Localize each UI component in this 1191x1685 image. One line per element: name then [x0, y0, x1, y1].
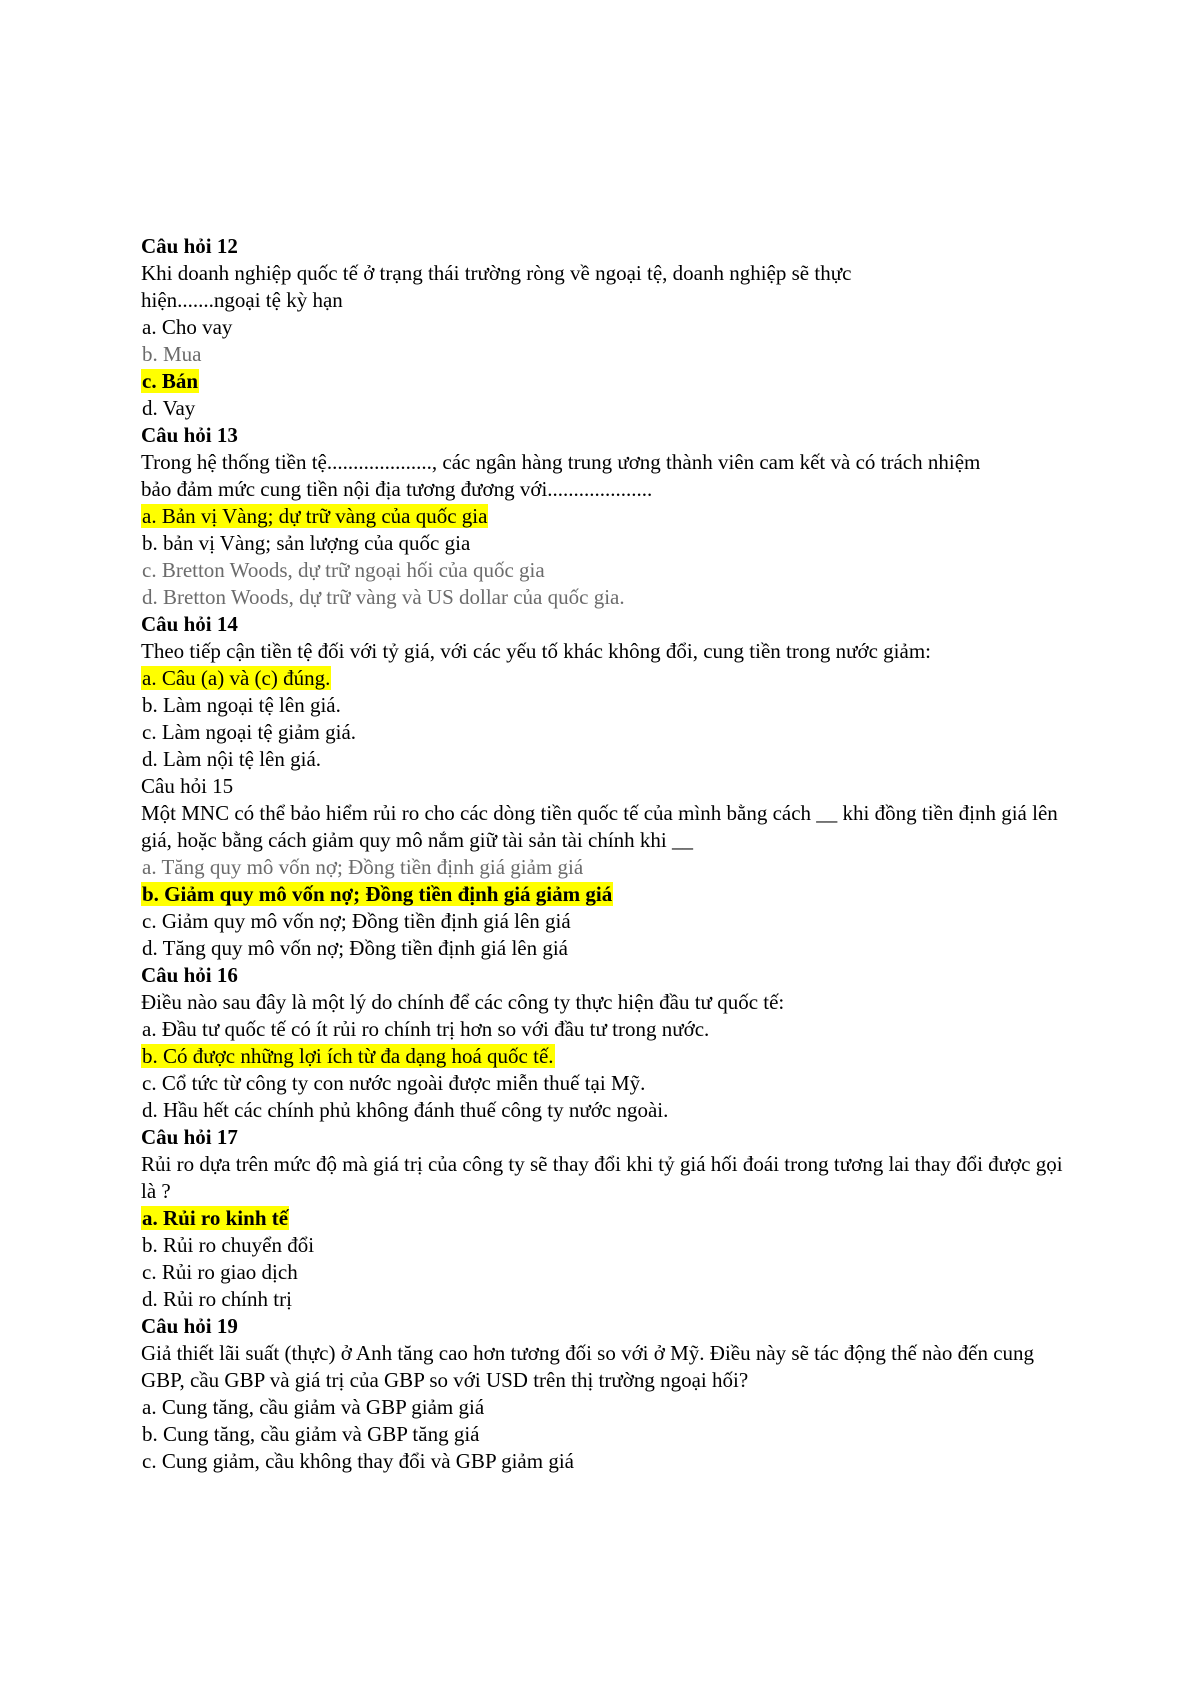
question-block	[141, 773, 1071, 962]
answer-option: c. Làm ngoại tệ giảm giá.	[142, 720, 357, 744]
answer-option-highlighted: a. Rủi ro kinh tế	[142, 1206, 289, 1230]
answer-option: c. Giảm quy mô vốn nợ; Đồng tiền định giá lên giá	[142, 909, 571, 933]
question-block	[141, 962, 1071, 1124]
question-title: Câu hỏi 12	[141, 234, 238, 258]
answer-option: c. Rủi ro giao dịch	[142, 1260, 298, 1284]
question-text: Khi doanh nghiệp quốc tế ở trạng thái trường ròng về ngoại tệ, doanh nghiệp sẽ thực hiện.......ngoại tệ kỳ hạn	[141, 261, 852, 312]
answer-option: c. Bretton Woods, dự trữ ngoại hối của quốc gia	[142, 558, 545, 582]
answer-option: a. Đầu tư quốc tế có ít rủi ro chính trị hơn so với đầu tư trong nước.	[142, 1017, 710, 1041]
question-title: Câu hỏi 15	[141, 774, 234, 798]
question-list	[141, 233, 1071, 1475]
answer-option: b. Mua	[142, 342, 202, 366]
question-title: Câu hỏi 17	[141, 1125, 238, 1149]
answer-option: b. Cung tăng, cầu giảm và GBP tăng giá	[142, 1422, 480, 1446]
question-block	[141, 233, 1071, 422]
answer-option: a. Cung tăng, cầu giảm và GBP giảm giá	[142, 1395, 485, 1419]
question-text: Trong hệ thống tiền tệ...................., các ngân hàng trung ương thành viên cam kết và có trách nhiệm bảo đảm mức cung tiền nội địa tương đương với....................	[141, 450, 981, 501]
answer-option: b. Rủi ro chuyển đổi	[142, 1233, 315, 1257]
question-block	[141, 1124, 1071, 1313]
answer-option: d. Bretton Woods, dự trữ vàng và US dollar của quốc gia.	[142, 585, 625, 609]
question-text: Rủi ro dựa trên mức độ mà giá trị của công ty sẽ thay đổi khi tỷ giá hối đoái trong tương lai thay đổi được gọi là ?	[141, 1152, 1063, 1203]
question-title: Câu hỏi 19	[141, 1314, 238, 1338]
question-block	[141, 1313, 1071, 1475]
question-block	[141, 611, 1071, 773]
question-text: Một MNC có thể bảo hiểm rủi ro cho các dòng tiền quốc tế của mình bằng cách __ khi đồng tiền định giá lên giá, hoặc bằng cách giảm quy mô nắm giữ tài sản tài chính khi __	[141, 801, 1058, 852]
answer-option-highlighted: b. Có được những lợi ích từ đa dạng hoá quốc tế.	[142, 1044, 554, 1068]
answer-option-highlighted: a. Câu (a) và (c) đúng.	[142, 666, 331, 690]
answer-option: a. Cho vay	[142, 315, 233, 339]
answer-option: d. Vay	[142, 396, 196, 420]
answer-option: d. Làm nội tệ lên giá.	[142, 747, 322, 771]
answer-option: d. Rủi ro chính trị	[142, 1287, 292, 1311]
answer-option: b. Làm ngoại tệ lên giá.	[142, 693, 341, 717]
answer-option: c. Cổ tức từ công ty con nước ngoài được miễn thuế tại Mỹ.	[142, 1071, 646, 1095]
answer-option: d. Hầu hết các chính phủ không đánh thuế công ty nước ngoài.	[142, 1098, 669, 1122]
answer-option: c. Cung giảm, cầu không thay đổi và GBP giảm giá	[142, 1449, 574, 1473]
question-text: Giả thiết lãi suất (thực) ở Anh tăng cao hơn tương đối so với ở Mỹ. Điều này sẽ tác động thế nào đến cung GBP, cầu GBP và giá trị của GBP so với USD trên thị trường ngoại hối?	[141, 1341, 1035, 1392]
answer-option-highlighted: b. Giảm quy mô vốn nợ; Đồng tiền định giá giảm giá	[142, 882, 613, 906]
question-block	[141, 422, 1071, 611]
question-text: Điều nào sau đây là một lý do chính để các công ty thực hiện đầu tư quốc tế:	[141, 990, 785, 1014]
answer-option-highlighted: a. Bản vị Vàng; dự trữ vàng của quốc gia	[142, 504, 488, 528]
question-title: Câu hỏi 13	[141, 423, 238, 447]
answer-option: d. Tăng quy mô vốn nợ; Đồng tiền định giá lên giá	[142, 936, 568, 960]
answer-option-highlighted: c. Bán	[142, 369, 199, 393]
question-title: Câu hỏi 16	[141, 963, 238, 987]
question-title: Câu hỏi 14	[141, 612, 238, 636]
question-text: Theo tiếp cận tiền tệ đối với tỷ giá, với các yếu tố khác không đổi, cung tiền trong nước giảm:	[141, 639, 931, 663]
answer-option: b. bản vị Vàng; sản lượng của quốc gia	[142, 531, 471, 555]
answer-option: a. Tăng quy mô vốn nợ; Đồng tiền định giá giảm giá	[142, 855, 584, 879]
